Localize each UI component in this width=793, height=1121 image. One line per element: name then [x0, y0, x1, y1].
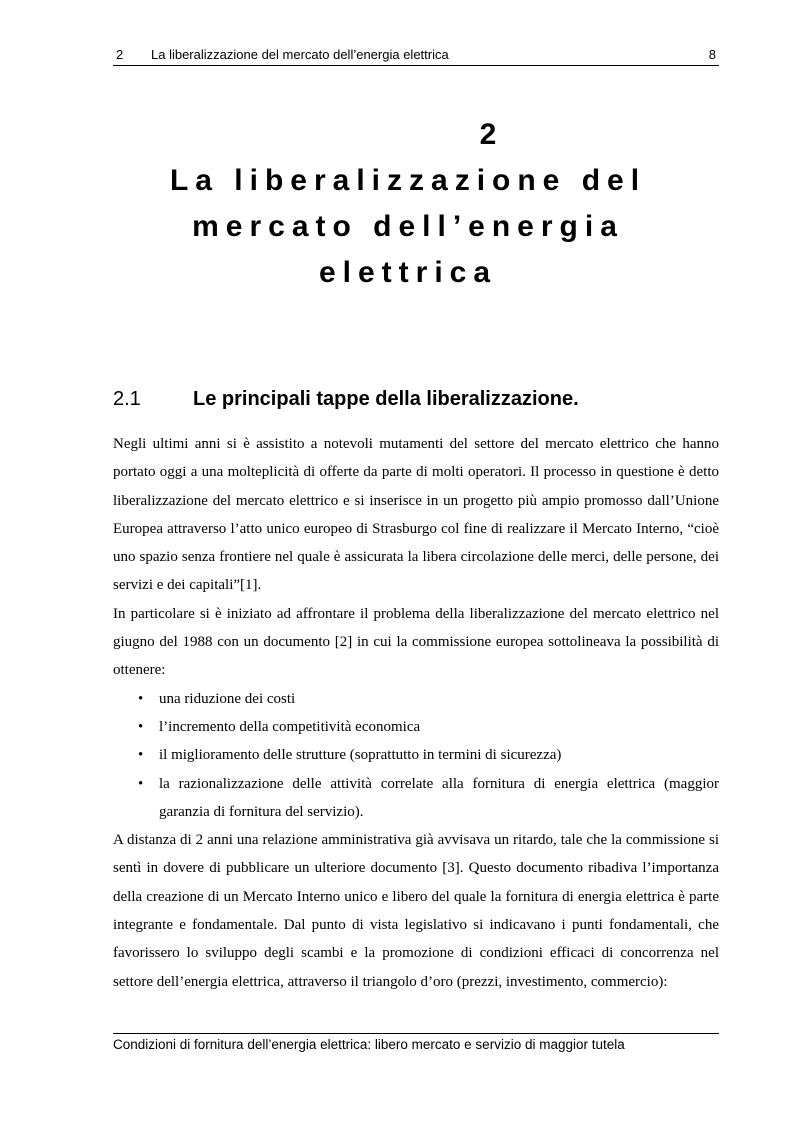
bullet-icon: • [138, 775, 144, 792]
list-item-text: il miglioramento delle strutture (soprattutto in termini di sicurezza) [159, 747, 562, 764]
header-chapter-title: La liberalizzazione del mercato dell’energia elettrica [151, 47, 449, 62]
header-page-number: 8 [708, 47, 716, 62]
body-text [113, 430, 719, 996]
running-footer: Condizioni di fornitura dell’energia elettrica: libero mercato e servizio di maggior tutela [113, 1033, 719, 1052]
paragraph: A distanza di 2 anni una relazione amministrativa già avvisava un ritardo, tale che la commissione si sentì in dovere di pubblicare un ulteriore documento [3]. Questo documento ribadiva l’importanza della creazione di un Mercato Interno unico e libero del quale la fornitura di energia elettrica è parte integrante e fondamentale. Dal punto di vista legislativo si indicavano i punti fondamentali, che favorissero lo sviluppo degli scambi e la promozione di condizioni efficaci di concorrenza nel settore dell’energia elettrica, attraverso il triangolo d’oro (prezzi, investimento, commercio): [113, 832, 719, 990]
chapter-heading [113, 112, 703, 296]
paragraph: In particolare si è iniziato ad affrontare il problema della liberalizzazione del mercato elettrico nel giugno del 1988 con un documento [2] in cui la commissione europea sottolineava la possibilità di ottenere: [113, 605, 719, 679]
section-number: 2.1 [113, 388, 141, 410]
list-item [113, 713, 719, 741]
list-item-text: l’incremento della competitività economica [159, 718, 421, 735]
chapter-title: La liberalizzazione del mercato dell’energia elettrica [169, 164, 647, 289]
list-item-text: la razionalizzazione delle attività correlate alla fornitura di energia elettrica (maggior garanzia di fornitura del servizio). [159, 775, 719, 820]
header-chapter-number: 2 [116, 47, 124, 62]
bullet-list [113, 685, 719, 826]
list-item [113, 741, 719, 769]
bullet-icon: • [138, 747, 144, 764]
section-title: Le principali tappe della liberalizzazione. [193, 388, 579, 410]
paragraph: Negli ultimi anni si è assistito a notevoli mutamenti del settore del mercato elettrico che hanno portato oggi a una molteplicità di offerte da parte di molti operatori. Il processo in questione è detto liberalizzazione del mercato elettrico e si inserisce in un progetto più ampio promosso dall’Unione Europea attraverso l’atto unico europeo di Strasburgo col fine di realizzare il Mercato Interno, “cioè uno spazio senza frontiere nel quale è assicurata la libera circolazione delle merci, delle persone, dei servizi e dei capitali”[1]. [113, 436, 719, 594]
running-header [113, 45, 719, 66]
bullet-icon: • [138, 718, 144, 735]
chapter-number: 2 [479, 118, 497, 151]
bullet-icon: • [138, 690, 144, 707]
list-item-text: una riduzione dei costi [159, 690, 296, 707]
list-item [113, 685, 719, 713]
list-item [113, 770, 719, 827]
